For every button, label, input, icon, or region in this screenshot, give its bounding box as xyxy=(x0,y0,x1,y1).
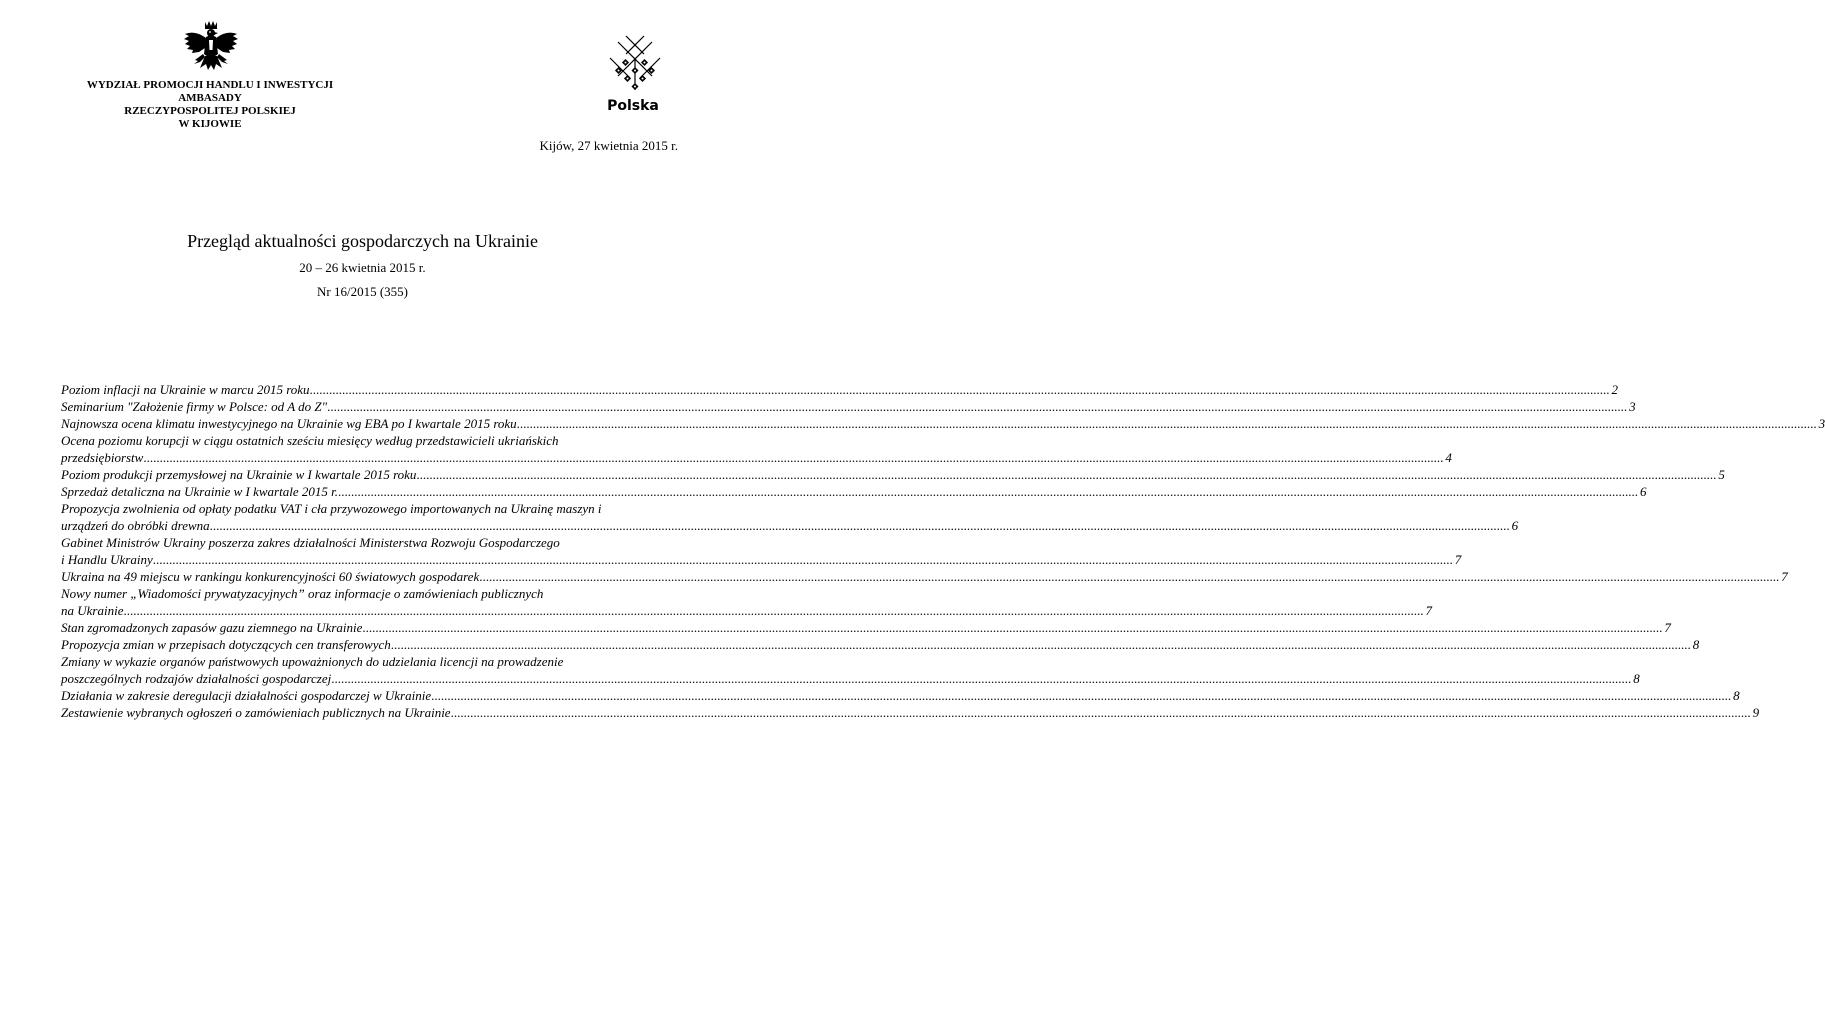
toc-entry[interactable] xyxy=(61,619,1671,636)
toc-entry-title: poszczególnych rodzajów działalności gospodarczej xyxy=(61,671,332,686)
toc-page-number: 3 xyxy=(1629,399,1636,414)
toc-entry[interactable] xyxy=(61,585,1432,619)
toc-entry-title: Sprzedaż detaliczna na Ukrainie w I kwartale 2015 r. xyxy=(61,484,338,499)
toc-entry[interactable] xyxy=(61,466,1725,483)
toc-page-number: 6 xyxy=(1639,484,1647,499)
toc-entry[interactable] xyxy=(61,636,1700,653)
organization-header xyxy=(60,79,360,131)
toc-entry-title: Seminarium "Założenie firmy w Polsce: od A do Z" xyxy=(61,399,328,414)
toc-dot-leader: ................................................................................................................................................................................................................................................................................................................................................................................................................ xyxy=(123,603,1424,618)
toc-dot-leader: ................................................................................................................................................................................................................................................................................................................................................................................................................ xyxy=(516,416,1817,431)
toc-dot-leader: ................................................................................................................................................................................................................................................................................................................................................................................................................ xyxy=(209,518,1510,533)
toc-entry[interactable] xyxy=(61,381,1619,398)
toc-entry[interactable] xyxy=(61,534,1462,568)
polska-logo-label: Polska xyxy=(607,98,659,114)
org-line: RZECZYPOSPOLITEJ POLSKIEJ xyxy=(124,105,296,117)
table-of-contents xyxy=(61,381,1825,721)
toc-entry-title: Najnowsza ocena klimatu inwestycyjnego na Ukrainie wg EBA po I kwartale 2015 roku xyxy=(61,416,517,431)
toc-page-number: 6 xyxy=(1511,518,1519,533)
toc-entry-title: i Handlu Ukrainy xyxy=(61,552,153,567)
org-line: W KIJOWIE xyxy=(178,118,242,130)
toc-entry-title: Stan zgromadzonych zapasów gazu ziemnego na Ukrainie xyxy=(61,620,363,635)
document-title: Przegląd aktualności gospodarczych na Ukrainie xyxy=(187,231,538,251)
toc-entry[interactable] xyxy=(61,415,1825,432)
toc-dot-leader: ................................................................................................................................................................................................................................................................................................................................................................................................................ xyxy=(431,688,1732,703)
toc-entry[interactable] xyxy=(61,704,1760,721)
toc-dot-leader: ................................................................................................................................................................................................................................................................................................................................................................................................................ xyxy=(390,637,1691,652)
document-number: Nr 16/2015 (355) xyxy=(317,284,408,299)
toc-entry-title-line: Nowy numer „Wiadomości prywatyzacyjnych” oraz informacje o zamówieniach publicznych xyxy=(61,586,544,601)
toc-entry-title: Zestawienie wybranych ogłoszeń o zamówieniach publicznych na Ukrainie xyxy=(61,705,451,720)
toc-dot-leader: ................................................................................................................................................................................................................................................................................................................................................................................................................ xyxy=(331,671,1632,686)
toc-page-number: 9 xyxy=(1752,705,1760,720)
eagle-emblem-icon xyxy=(183,20,239,78)
toc-entry-title: Ukraina na 49 miejscu w rankingu konkurencyjności 60 światowych gospodarek xyxy=(61,569,480,584)
toc-page-number: 2 xyxy=(1611,382,1619,397)
toc-dot-leader: ................................................................................................................................................................................................................................................................................................................................................................................................................ xyxy=(450,705,1751,720)
toc-entry-title: Propozycja zmian w przepisach dotyczących cen transferowych xyxy=(61,637,391,652)
toc-entry-title: Działania w zakresie deregulacji działalności gospodarczej w Ukrainie xyxy=(61,688,432,703)
toc-entry[interactable] xyxy=(61,568,1788,585)
toc-entry-title: na Ukrainie xyxy=(61,603,124,618)
toc-page-number: 4 xyxy=(1445,450,1452,465)
toc-entry[interactable] xyxy=(61,432,1452,466)
toc-entry-title-line: Zmiany w wykazie organów państwowych upoważnionych do udzielania licencji na prowadzenie xyxy=(61,654,564,669)
toc-dot-leader: ................................................................................................................................................................................................................................................................................................................................................................................................................ xyxy=(309,382,1610,397)
toc-page-number: 8 xyxy=(1733,688,1740,703)
toc-dot-leader: ................................................................................................................................................................................................................................................................................................................................................................................................................ xyxy=(143,450,1444,465)
document-date: Kijów, 27 kwietnia 2015 r. xyxy=(539,138,678,153)
toc-dot-leader: ................................................................................................................................................................................................................................................................................................................................................................................................................ xyxy=(362,620,1663,635)
toc-entry-title-line: Propozycja zwolnienia od opłaty podatku VAT i cła przywozowego importowanych na Ukrainę maszyn i xyxy=(61,501,602,516)
toc-entry-title: przedsiębiorstw xyxy=(61,450,144,465)
toc-dot-leader: ................................................................................................................................................................................................................................................................................................................................................................................................................ xyxy=(337,484,1638,499)
toc-dot-leader: ................................................................................................................................................................................................................................................................................................................................................................................................................ xyxy=(152,552,1453,567)
toc-page-number: 5 xyxy=(1718,467,1725,482)
toc-entry-title-line: Gabinet Ministrów Ukrainy poszerza zakres działalności Ministerstwa Rozwoju Gospodarczego xyxy=(61,535,560,550)
toc-entry-title: Poziom produkcji przemysłowej na Ukrainie w I kwartale 2015 roku xyxy=(61,467,417,482)
toc-entry[interactable] xyxy=(61,483,1647,500)
toc-page-number: 7 xyxy=(1425,603,1432,618)
toc-page-number: 3 xyxy=(1818,416,1825,431)
toc-dot-leader: ................................................................................................................................................................................................................................................................................................................................................................................................................ xyxy=(416,467,1717,482)
toc-dot-leader: ................................................................................................................................................................................................................................................................................................................................................................................................................ xyxy=(327,399,1628,414)
document-period: 20 – 26 kwietnia 2015 r. xyxy=(299,260,426,275)
toc-entry[interactable] xyxy=(61,500,1519,534)
org-line: WYDZIAŁ PROMOCJI HANDLU I INWESTYCJI xyxy=(86,79,334,91)
toc-entry[interactable] xyxy=(61,398,1636,415)
toc-page-number: 7 xyxy=(1454,552,1462,567)
toc-entry[interactable] xyxy=(61,653,1640,687)
toc-page-number: 7 xyxy=(1664,620,1671,635)
toc-entry-title: Poziom inflacji na Ukrainie w marcu 2015 roku xyxy=(61,382,310,397)
toc-page-number: 7 xyxy=(1781,569,1788,584)
toc-page-number: 8 xyxy=(1633,671,1640,686)
toc-entry-title: urządzeń do obróbki drewna xyxy=(61,518,210,533)
toc-dot-leader: ................................................................................................................................................................................................................................................................................................................................................................................................................ xyxy=(479,569,1780,584)
toc-entry-title-line: Ocena poziomu korupcji w ciągu ostatnich sześciu miesięcy według przedstawicieli ukriańskich xyxy=(61,433,559,448)
org-line: AMBASADY xyxy=(178,92,242,104)
toc-page-number: 8 xyxy=(1692,637,1700,652)
toc-entry[interactable] xyxy=(61,687,1740,704)
